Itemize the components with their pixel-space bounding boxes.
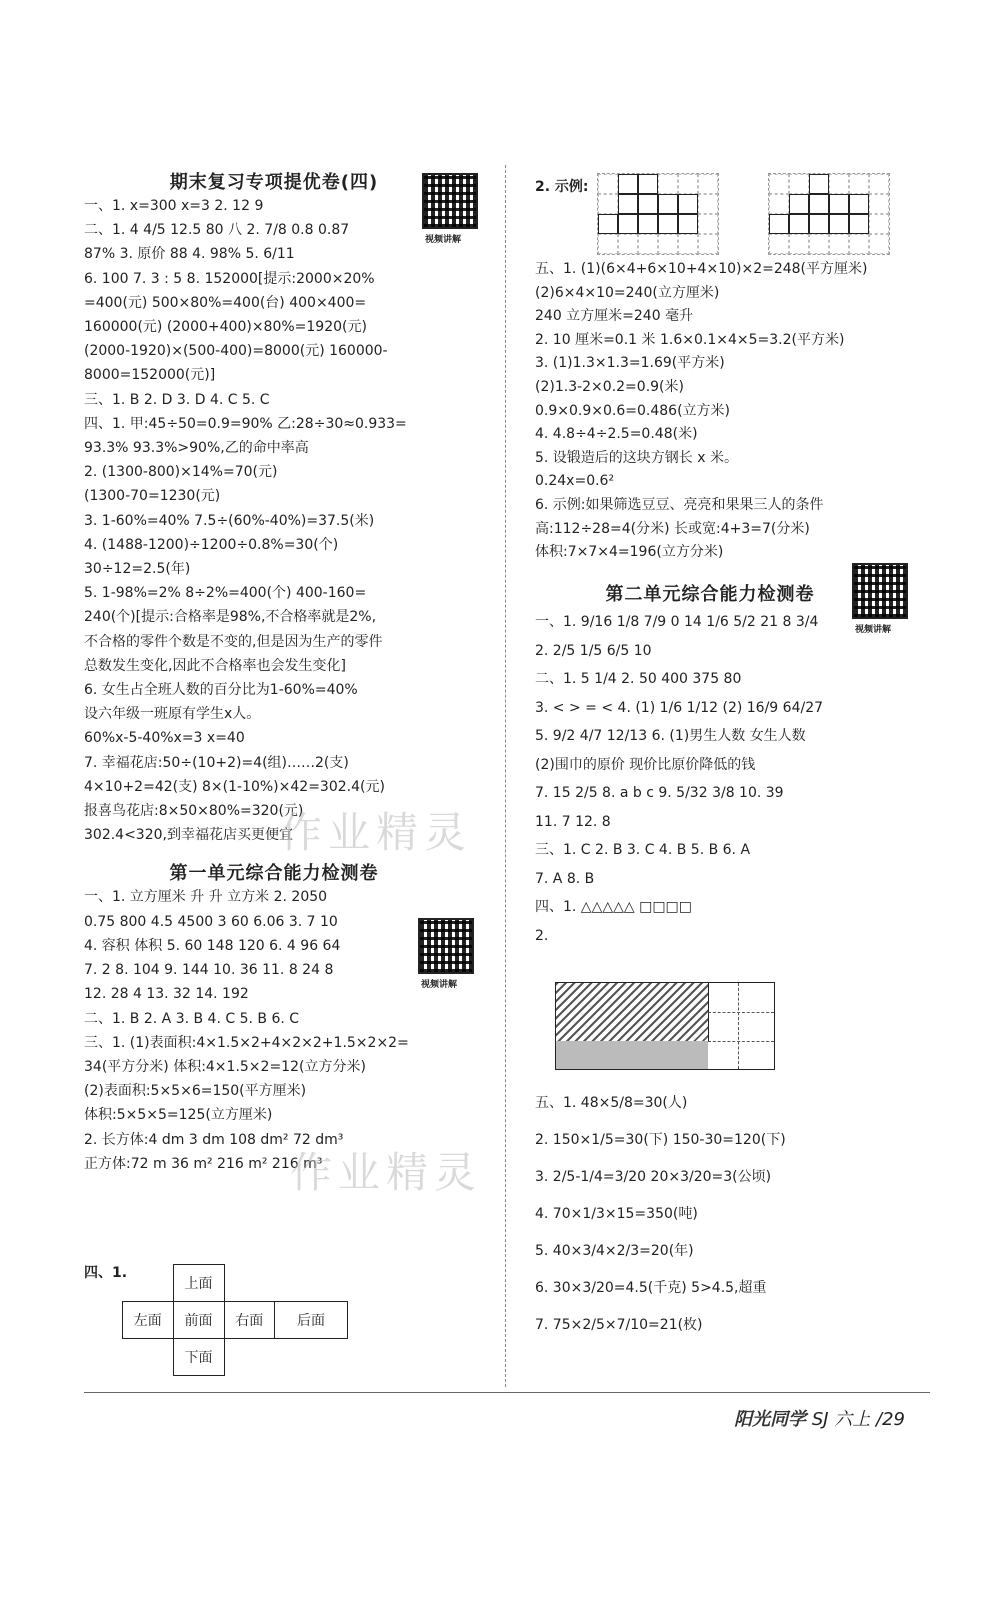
grid-cell (769, 234, 789, 254)
answer-line: (2)6×4×10=240(立方厘米) (535, 284, 720, 301)
grid-cell (769, 174, 789, 194)
answer-line: 四、1. 甲:45÷50=0.9=90% 乙:28÷30≈0.933= (84, 415, 407, 432)
edition-label: SJ 六上 (811, 1409, 871, 1430)
answer-line: 二、1. B 2. A 3. B 4. C 5. B 6. C (84, 1010, 300, 1027)
answer-line: 7. 2 8. 104 9. 144 10. 36 11. 8 24 8 (84, 962, 334, 979)
answer-line: (1300-70=1230(元) (84, 488, 221, 505)
answer-line: 报喜鸟花店:8×50×80%=320(元) (84, 803, 304, 820)
net-front: 前面 (173, 1302, 224, 1339)
answer-line: 3. 1-60%=40% 7.5÷(60%-40%)=37.5(米) (84, 512, 375, 529)
grid-cell (809, 174, 829, 194)
answer-line: (2)1.3-2×0.2=0.9(米) (535, 378, 684, 395)
grid-cell (769, 214, 789, 234)
grid-cell (809, 214, 829, 234)
answer-line: 2. 10 厘米=0.1 米 1.6×0.1×4×5=3.2(平方米) (535, 331, 845, 348)
answer-line: 设六年级一班原有学生x人。 (84, 706, 261, 723)
answer-line: 三、1. (1)表面积:4×1.5×2+4×2×2+1.5×2×2= (84, 1034, 409, 1051)
net-back: 后面 (275, 1302, 348, 1339)
answer-line: 四、1. △△△△△ □□□□ (535, 899, 693, 915)
answer-line: 2. 长方体:4 dm 3 dm 108 dm² 72 dm³ (84, 1131, 344, 1148)
grid-cell (698, 214, 718, 234)
answer-line: 240 立方厘米=240 毫升 (535, 308, 694, 325)
grid-cell (869, 214, 889, 234)
grid-cell (789, 214, 809, 234)
grid-cell (618, 214, 638, 234)
grid-cell (869, 194, 889, 214)
answer-line: 高:112÷28=4(分米) 长或宽:4+3=7(分米) (535, 520, 810, 537)
answer-line: 2. 2/5 1/5 6/5 10 (535, 642, 652, 659)
answer-line: 93.3% 93.3%>90%,乙的命中率高 (84, 440, 309, 457)
grid-figure-1 (597, 173, 719, 255)
page-number: /29 (876, 1409, 905, 1430)
answer-line: 6. 示例:如果筛选豆豆、亮亮和果果三人的条件 (535, 496, 824, 513)
answer-line: 6. 30×3/20=4.5(千克) 5>4.5,超重 (535, 1280, 767, 1296)
cube-net-diagram (122, 1264, 348, 1376)
answer-line: 87% 3. 原价 88 4. 98% 5. 6/11 (84, 246, 295, 263)
brand-logo: 阳光同学 (734, 1409, 807, 1430)
right-answers-3 (535, 1085, 930, 1344)
answer-line: 总数发生变化,因此不合格率也会发生变化] (84, 657, 346, 674)
answer-line: 0.75 800 4.5 4500 3 60 6.06 3. 7 10 (84, 913, 338, 930)
qr-label: 视频讲解 (421, 980, 458, 990)
answer-line: 2. (1300-800)×14%=70(元) (84, 464, 278, 481)
answer-line: (2000-1920)×(500-400)=8000(元) 160000- (84, 343, 388, 360)
net-label: 四、1. (84, 1265, 128, 1281)
answer-line: 34(平方分米) 体积:4×1.5×2=12(立方分米) (84, 1058, 366, 1075)
section-title-review-4: 期末复习专项提优卷(四) (169, 172, 379, 193)
answer-line: 一、1. x=300 x=3 2. 12 9 (84, 198, 264, 214)
grid-cell (598, 214, 618, 234)
answer-line: 2. 150×1/5=30(下) 150-30=120(下) (535, 1132, 786, 1148)
grid-cell (598, 174, 618, 194)
grid-cell (698, 194, 718, 214)
answer-line: 160000(元) (2000+400)×80%=1920(元) (84, 319, 367, 336)
answer-line: 二、1. 4 4/5 12.5 80 八 2. 7/8 0.8 0.87 (84, 222, 350, 239)
answer-line: 7. 15 2/5 8. a b c 9. 5/32 3/8 10. 39 (535, 785, 784, 801)
answer-line: 三、1. C 2. B 3. C 4. B 5. B 6. A (535, 842, 751, 858)
grid-cell (658, 234, 678, 254)
grid-cell (658, 174, 678, 194)
answer-line: 2. (535, 927, 549, 944)
answer-line: 4. 4.8÷4÷2.5=0.48(米) (535, 426, 698, 443)
answer-line: 三、1. B 2. D 3. D 4. C 5. C (84, 391, 270, 408)
net-right: 右面 (224, 1302, 275, 1339)
grid-cell (789, 174, 809, 194)
grid-cell (829, 194, 849, 214)
net-top: 上面 (173, 1265, 224, 1302)
column-divider (505, 165, 506, 1387)
answer-line: (2)表面积:5×5×6=150(平方厘米) (84, 1083, 307, 1100)
answer-line: 3. (1)1.3×1.3=1.69(平方米) (535, 355, 725, 372)
grid-cell (658, 194, 678, 214)
answer-line: 正方体:72 m 36 m² 216 m² 216 m³ (84, 1155, 323, 1172)
answer-line: 7. A 8. B (535, 870, 595, 887)
answer-line: 4. 70×1/3×15=350(吨) (535, 1206, 698, 1222)
left-answers-1 (84, 194, 484, 847)
grid-cell (869, 174, 889, 194)
qr-code-icon[interactable] (418, 918, 474, 974)
answer-line: 5. 设锻造后的这块方钢长 x 米。 (535, 449, 738, 466)
shaded-region (556, 1041, 708, 1069)
answer-line: 0.24x=0.6² (535, 473, 615, 490)
grid-cell (678, 174, 698, 194)
q2-example-label: 2. 示例: (535, 179, 589, 195)
right-answers-2 (535, 608, 930, 950)
qr-code-icon[interactable] (422, 173, 478, 229)
net-left: 左面 (123, 1302, 174, 1339)
net-bottom: 下面 (173, 1339, 224, 1376)
grid-cell (849, 214, 869, 234)
grid-cell (638, 234, 658, 254)
answer-line: =400(元) 500×80%=400(台) 400×400= (84, 294, 367, 311)
grid-cell (698, 234, 718, 254)
grid-cell (789, 234, 809, 254)
answer-line: 6. 女生占全班人数的百分比为1-60%=40% (84, 682, 358, 699)
grid-cell (638, 194, 658, 214)
grid-cell (849, 174, 869, 194)
section-title-unit-1: 第一单元综合能力检测卷 (169, 863, 379, 885)
grid-cell (598, 194, 618, 214)
answer-line: 7. 幸福花店:50÷(10+2)=4(组)……2(支) (84, 754, 349, 771)
grid-cell (789, 194, 809, 214)
answer-line: 3. 2/5-1/4=3/20 20×3/20=3(公顷) (535, 1169, 772, 1185)
watermark: 作业精灵 (280, 808, 473, 857)
answer-line: 5. 9/2 4/7 12/13 6. (1)男生人数 女生人数 (535, 728, 806, 744)
answer-line: 0.9×0.9×0.6=0.486(立方米) (535, 402, 730, 419)
answer-line: 60%x-5-40%x=3 x=40 (84, 730, 245, 747)
qr-label: 视频讲解 (855, 625, 892, 635)
fraction-rectangle-diagram (555, 982, 775, 1070)
answer-line: 一、1. 9/16 1/8 7/9 0 14 1/6 5/2 21 8 3/4 (535, 614, 819, 630)
grid-cell (809, 234, 829, 254)
grid-cell (698, 174, 718, 194)
grid-cell (829, 234, 849, 254)
grid-cell (849, 234, 869, 254)
answer-line: 5. 1-98%=2% 8÷2%=400(个) 400-160= (84, 585, 367, 602)
grid-cell (598, 234, 618, 254)
right-answers-1 (535, 258, 930, 565)
answer-line: 8000=152000(元)] (84, 367, 216, 384)
grid-cell (638, 174, 658, 194)
answer-line: 12. 28 4 13. 32 14. 192 (84, 986, 249, 1003)
answer-line: 3. < > = < 4. (1) 1/6 1/12 (2) 16/9 64/27 (535, 699, 824, 716)
section-title-unit-2: 第二单元综合能力检测卷 (605, 584, 815, 605)
grid-lines (708, 1012, 774, 1013)
grid-cell (658, 214, 678, 234)
grid-cell (678, 194, 698, 214)
grid-cell (829, 174, 849, 194)
answer-line: 体积:5×5×5=125(立方厘米) (84, 1107, 273, 1124)
answer-line: 体积:7×7×4=196(立方分米) (535, 544, 724, 561)
grid-cell (849, 194, 869, 214)
answer-line: 302.4<320,到幸福花店买更便宜 (84, 827, 293, 844)
grid-cell (809, 194, 829, 214)
hatched-region (556, 983, 709, 1041)
answer-line: 240(个)[提示:合格率是98%,不合格率就是2%, (84, 609, 377, 626)
answer-line: (2)围巾的原价 现价比原价降低的钱 (535, 756, 756, 773)
answer-line: 4. 容积 体积 5. 60 148 120 6. 4 96 64 (84, 937, 341, 954)
answer-line: 7. 75×2/5×7/10=21(枚) (535, 1317, 703, 1333)
answer-line: 不合格的零件个数是不变的,但是因为生产的零件 (84, 633, 383, 650)
grid-cell (678, 234, 698, 254)
answer-line: 30÷12=2.5(年) (84, 561, 191, 578)
answer-line: 一、1. 立方厘米 升 升 立方米 2. 2050 (84, 889, 328, 906)
grid-cell (678, 214, 698, 234)
grid-cell (829, 214, 849, 234)
grid-lines (738, 983, 739, 1069)
grid-figure-2 (768, 173, 890, 255)
footer-rule (84, 1392, 930, 1393)
grid-cell (618, 174, 638, 194)
grid-cell (618, 234, 638, 254)
grid-cell (638, 214, 658, 234)
answer-line: 6. 100 7. 3 : 5 8. 152000[提示:2000×20% (84, 270, 375, 287)
answer-line: 11. 7 12. 8 (535, 813, 611, 830)
qr-label: 视频讲解 (425, 235, 462, 245)
grid-cell (769, 194, 789, 214)
answer-line: 4×10+2=42(支) 8×(1-10%)×42=302.4(元) (84, 778, 385, 795)
answer-line: 4. (1488-1200)÷1200÷0.8%=30(个) (84, 536, 339, 553)
answer-line: 二、1. 5 1/4 2. 50 400 375 80 (535, 671, 742, 687)
answer-line: 5. 40×3/4×2/3=20(年) (535, 1243, 694, 1259)
grid-lines (708, 1041, 774, 1042)
watermark: 作业精灵 (290, 1148, 483, 1197)
grid-cell (869, 234, 889, 254)
answer-line: 五、1. (1)(6×4+6×10+4×10)×2=248(平方厘米) (535, 261, 868, 277)
left-column (84, 168, 484, 1176)
footer (734, 1405, 905, 1431)
grid-cell (618, 194, 638, 214)
answer-line: 五、1. 48×5/8=30(人) (535, 1095, 688, 1111)
